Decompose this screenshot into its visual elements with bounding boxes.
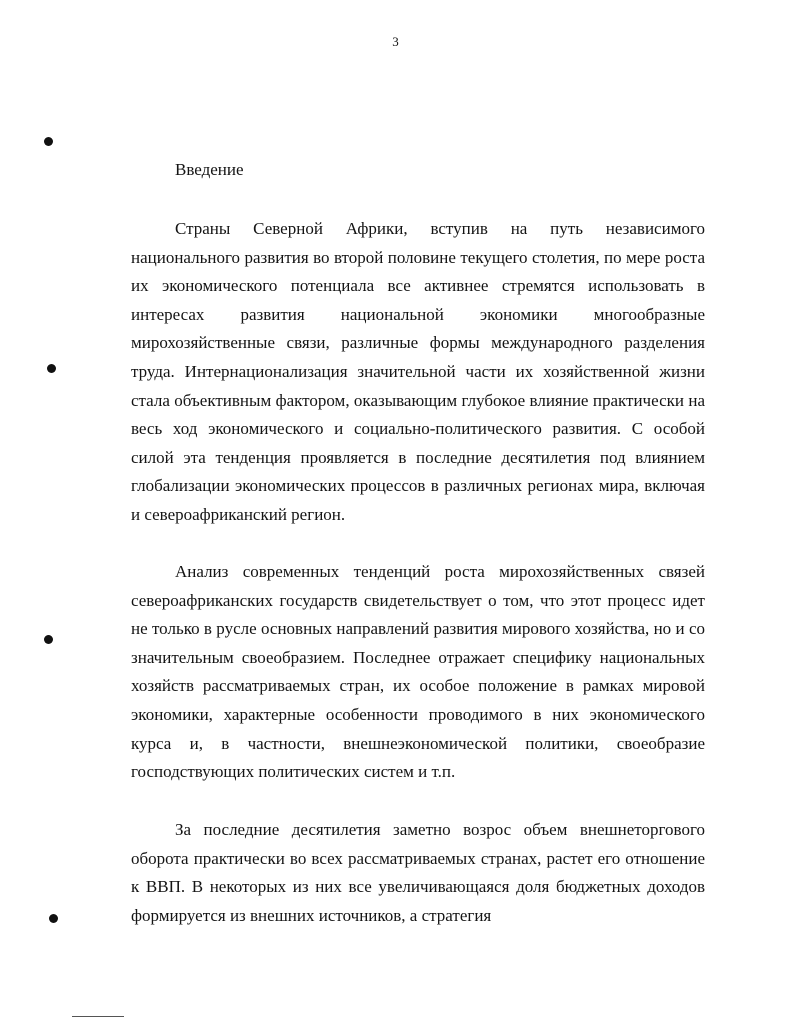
punch-hole	[49, 914, 58, 923]
punch-hole	[44, 635, 53, 644]
scan-mark	[72, 1016, 124, 1017]
paragraph: Страны Северной Африки, вступив на путь независимого национального развития во второй половине текущего столетия, по мере роста их экономического потенциала все активнее стремятся использовать в интересах развития национальной экономики многообразные мирохозяйственные связи, различные формы международного разделения труда. Интернационализация значительной части их хозяйственной жизни стала объективным фактором, оказывающим глубокое влияние практически на весь ход экономического и социально-политического развития. С особой силой эта тенденция проявляется в последние десятилетия под влиянием глобализации экономических процессов в различных регионах мира, включая и североафриканский регион.	[131, 219, 705, 524]
punch-hole	[44, 137, 53, 146]
punch-hole	[47, 364, 56, 373]
paragraph-block	[131, 558, 705, 787]
section-heading: Введение	[175, 160, 244, 179]
paragraph-block	[131, 215, 705, 530]
paragraph: За последние десятилетия заметно возрос объем внешнеторгового оборота практически во всех рассматриваемых странах, растет его отношение к ВВП. В некоторых из них все увеличивающаяся доля бюджетных доходов формируется из внешних источников, а стратегия	[131, 820, 705, 925]
paragraph-block	[131, 816, 705, 930]
page-number: 3	[392, 34, 399, 49]
paragraph: Анализ современных тенденций роста мирохозяйственных связей североафриканских государств свидетельствует о том, что этот процесс идет не только в русле основных направлений развития мирового хозяйства, но и со значительным своеобразием. Последнее отражает специфику национальных хозяйств рассматриваемых стран, их особое положение в рамках мировой экономики, характерные особенности проводимого в них экономического курса и, в частности, внешнеэкономической политики, своеобразие господствующих политических систем и т.п.	[131, 562, 705, 782]
